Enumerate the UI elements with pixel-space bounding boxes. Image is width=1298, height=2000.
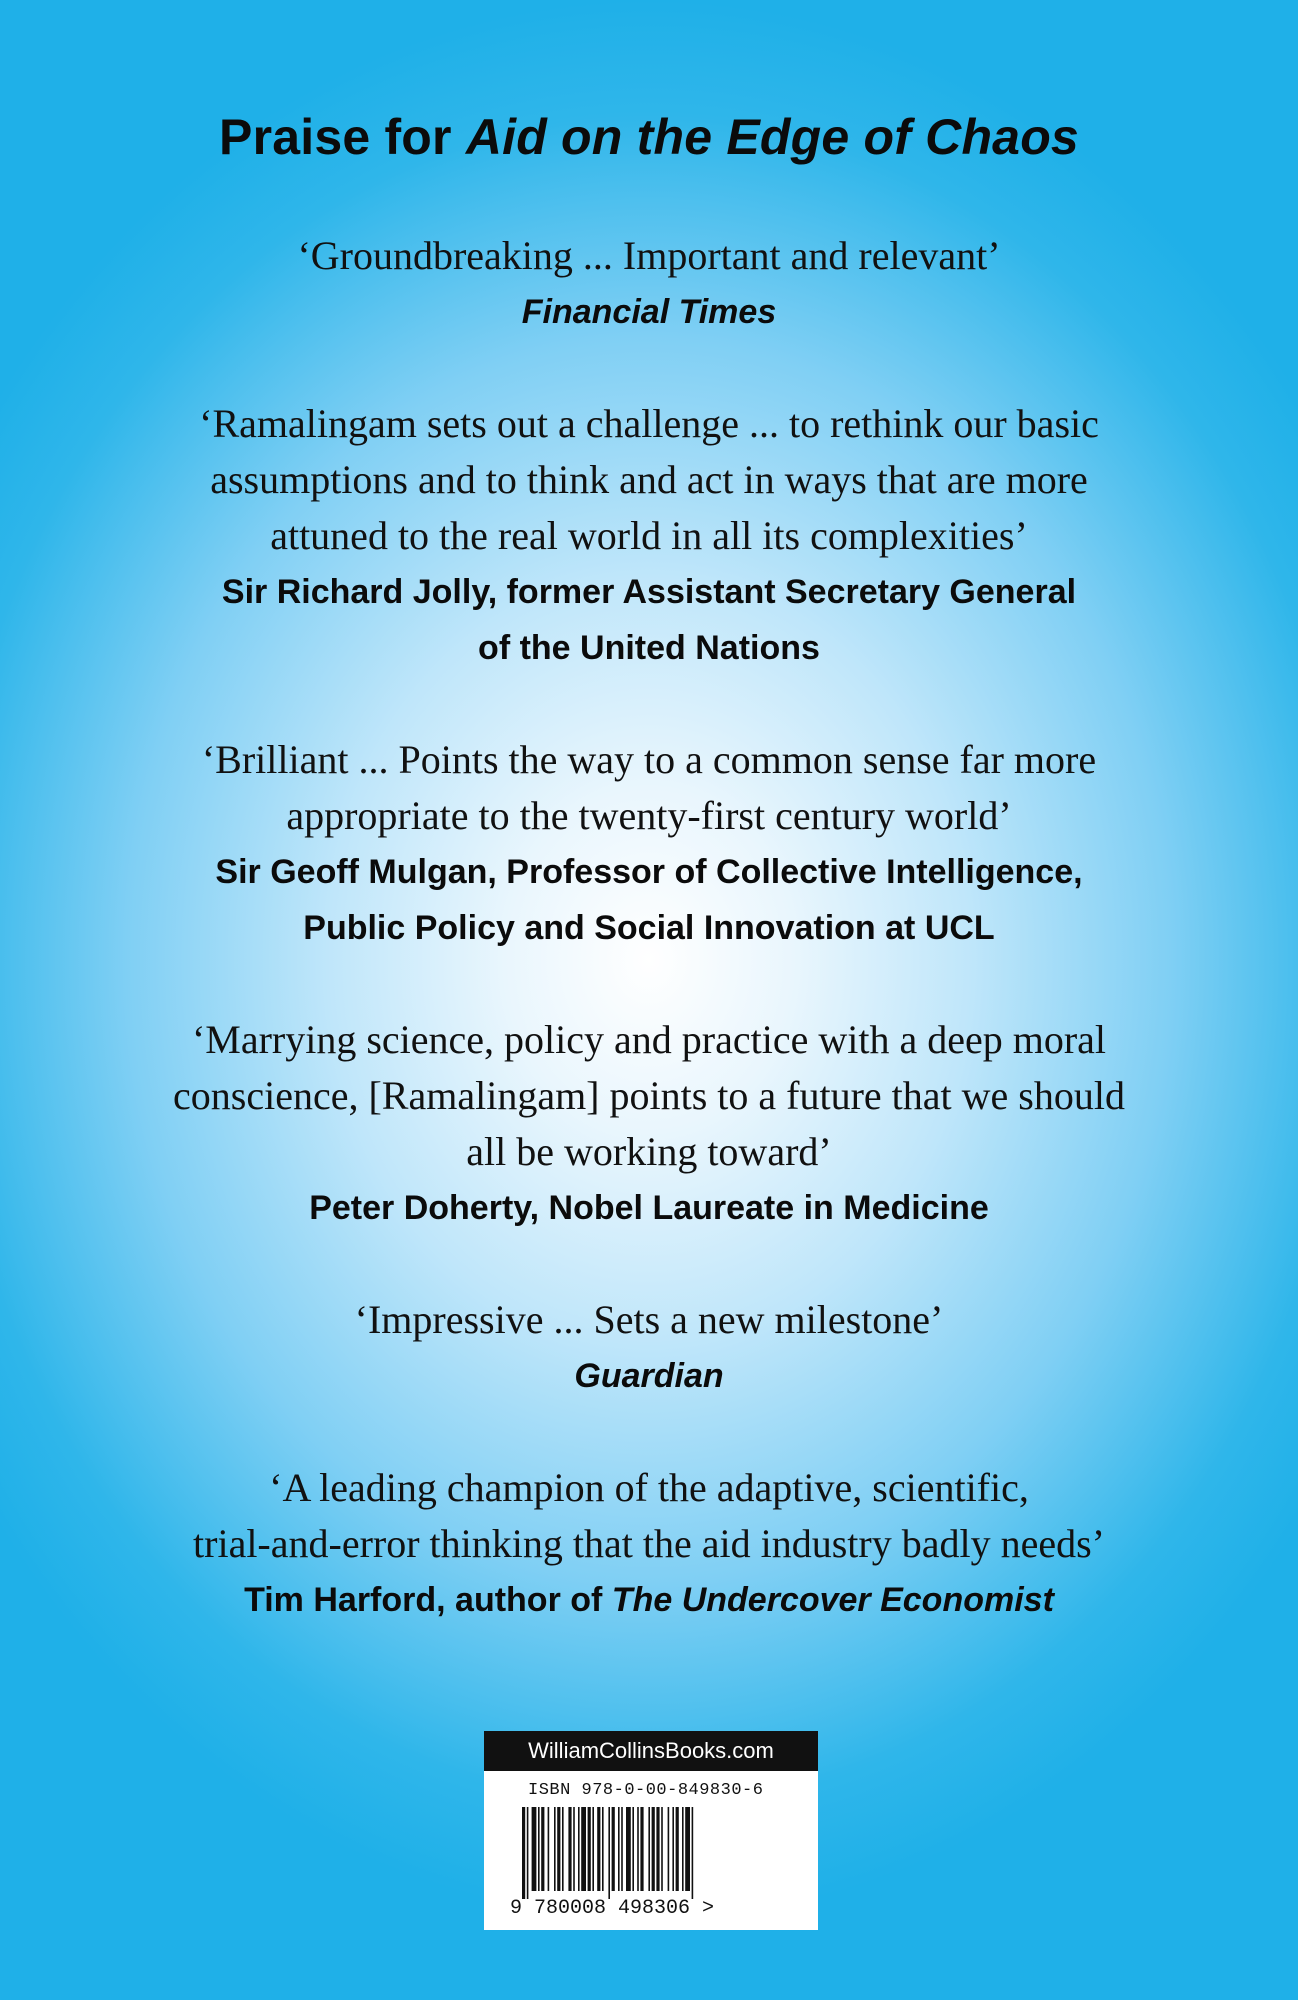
quote-attribution: Sir Geoff Mulgan, Professor of Collective Intelligence,: [215, 853, 1083, 891]
praise-heading-prefix: Praise for: [219, 109, 466, 165]
isbn-text: ISBN 978-0-00-849830-6: [528, 1781, 764, 1800]
barcode-bar: [588, 1807, 591, 1891]
quote-text-line: ‘Brilliant ... Points the way to a common sense far more: [201, 737, 1097, 782]
quote-attribution: Financial Times: [521, 293, 777, 331]
barcode-bar: [637, 1807, 639, 1891]
barcode-bar: [685, 1807, 690, 1891]
barcode-bar: [676, 1807, 679, 1891]
barcode-bar: [652, 1807, 655, 1891]
quote-attribution: Guardian: [574, 1357, 724, 1395]
quote-text-line: ‘Impressive ... Sets a new milestone’: [354, 1297, 944, 1342]
barcode-bar: [573, 1807, 575, 1891]
barcode-bar: [612, 1807, 615, 1891]
barcode-bar: [661, 1807, 663, 1891]
barcode-bar: [548, 1807, 550, 1891]
barcode-bar: [682, 1807, 684, 1891]
barcode-digits: 9 780008 498306 >: [510, 1897, 715, 1920]
barcode-panel: [484, 1731, 818, 1930]
quote-text-line: conscience, [Ramalingam] points to a future that we should: [173, 1073, 1125, 1118]
barcode-bar: [578, 1807, 580, 1891]
quote-attribution: of the United Nations: [478, 629, 820, 667]
barcode-bar: [538, 1807, 540, 1891]
barcode-bar: [532, 1807, 537, 1891]
publisher-url: WilliamCollinsBooks.com: [484, 1731, 818, 1771]
barcode-bar: [541, 1807, 544, 1891]
barcode-bar: [568, 1807, 571, 1891]
quote-attribution: Sir Richard Jolly, former Assistant Secretary General: [221, 573, 1077, 611]
quote-peter-doherty: [0, 1012, 1298, 1236]
barcode-bar: [618, 1807, 620, 1891]
praise-heading: [0, 108, 1298, 166]
barcode-bar: [581, 1807, 586, 1891]
barcode-bar: [656, 1807, 659, 1891]
barcode-bar: [668, 1807, 670, 1891]
quote-tim-harford: [0, 1460, 1298, 1628]
barcode-bar: [640, 1807, 643, 1891]
quote-text-line: trial-and-error thinking that the aid industry badly needs’: [193, 1521, 1105, 1566]
quote-text-line: attuned to the real world in all its complexities’: [270, 513, 1028, 558]
quote-richard-jolly: [0, 396, 1298, 676]
barcode-bar: [592, 1807, 594, 1891]
quote-financial-times: [0, 228, 1298, 340]
attribution-book-title: The Undercover Economist: [611, 1581, 1054, 1619]
attribution-prefix: Tim Harford, author of: [244, 1581, 612, 1619]
quote-attribution: Peter Doherty, Nobel Laureate in Medicine: [309, 1189, 989, 1227]
barcode-bar: [621, 1807, 623, 1891]
barcode-bar: [527, 1807, 529, 1899]
barcode-bar: [632, 1807, 634, 1891]
quote-geoff-mulgan: [0, 732, 1298, 956]
quote-text-line: ‘Marrying science, policy and practice with a deep moral: [191, 1017, 1107, 1062]
barcode-icon: [522, 1807, 780, 1899]
quote-text-line: all be working toward’: [466, 1129, 832, 1174]
barcode-bar: [562, 1807, 564, 1891]
barcode-bar: [692, 1807, 694, 1899]
quote-text-line: ‘A leading champion of the adaptive, scientific,: [269, 1465, 1029, 1510]
quote-text-line: appropriate to the twenty-first century world’: [286, 793, 1012, 838]
quote-text-line: assumptions and to think and act in ways that are more: [210, 457, 1088, 502]
quote-attribution: [0, 1572, 1298, 1628]
quote-guardian: [0, 1292, 1298, 1404]
barcode-bar: [608, 1807, 610, 1899]
book-title: Aid on the Edge of Chaos: [465, 109, 1079, 165]
barcode-bar: [648, 1807, 650, 1891]
barcode-bar: [602, 1807, 604, 1891]
barcode-bar: [672, 1807, 674, 1891]
quote-attribution: Public Policy and Social Innovation at UCL: [303, 909, 995, 947]
barcode-bar: [626, 1807, 631, 1891]
barcode-bar: [554, 1807, 556, 1891]
quote-text-line: ‘Ramalingam sets out a challenge ... to rethink our basic: [199, 401, 1099, 446]
barcode-bar: [522, 1807, 525, 1899]
quote-text-line: ‘Groundbreaking ... Important and relevant’: [297, 233, 1001, 278]
barcode-bar: [597, 1807, 600, 1891]
barcode-bar: [557, 1807, 560, 1891]
